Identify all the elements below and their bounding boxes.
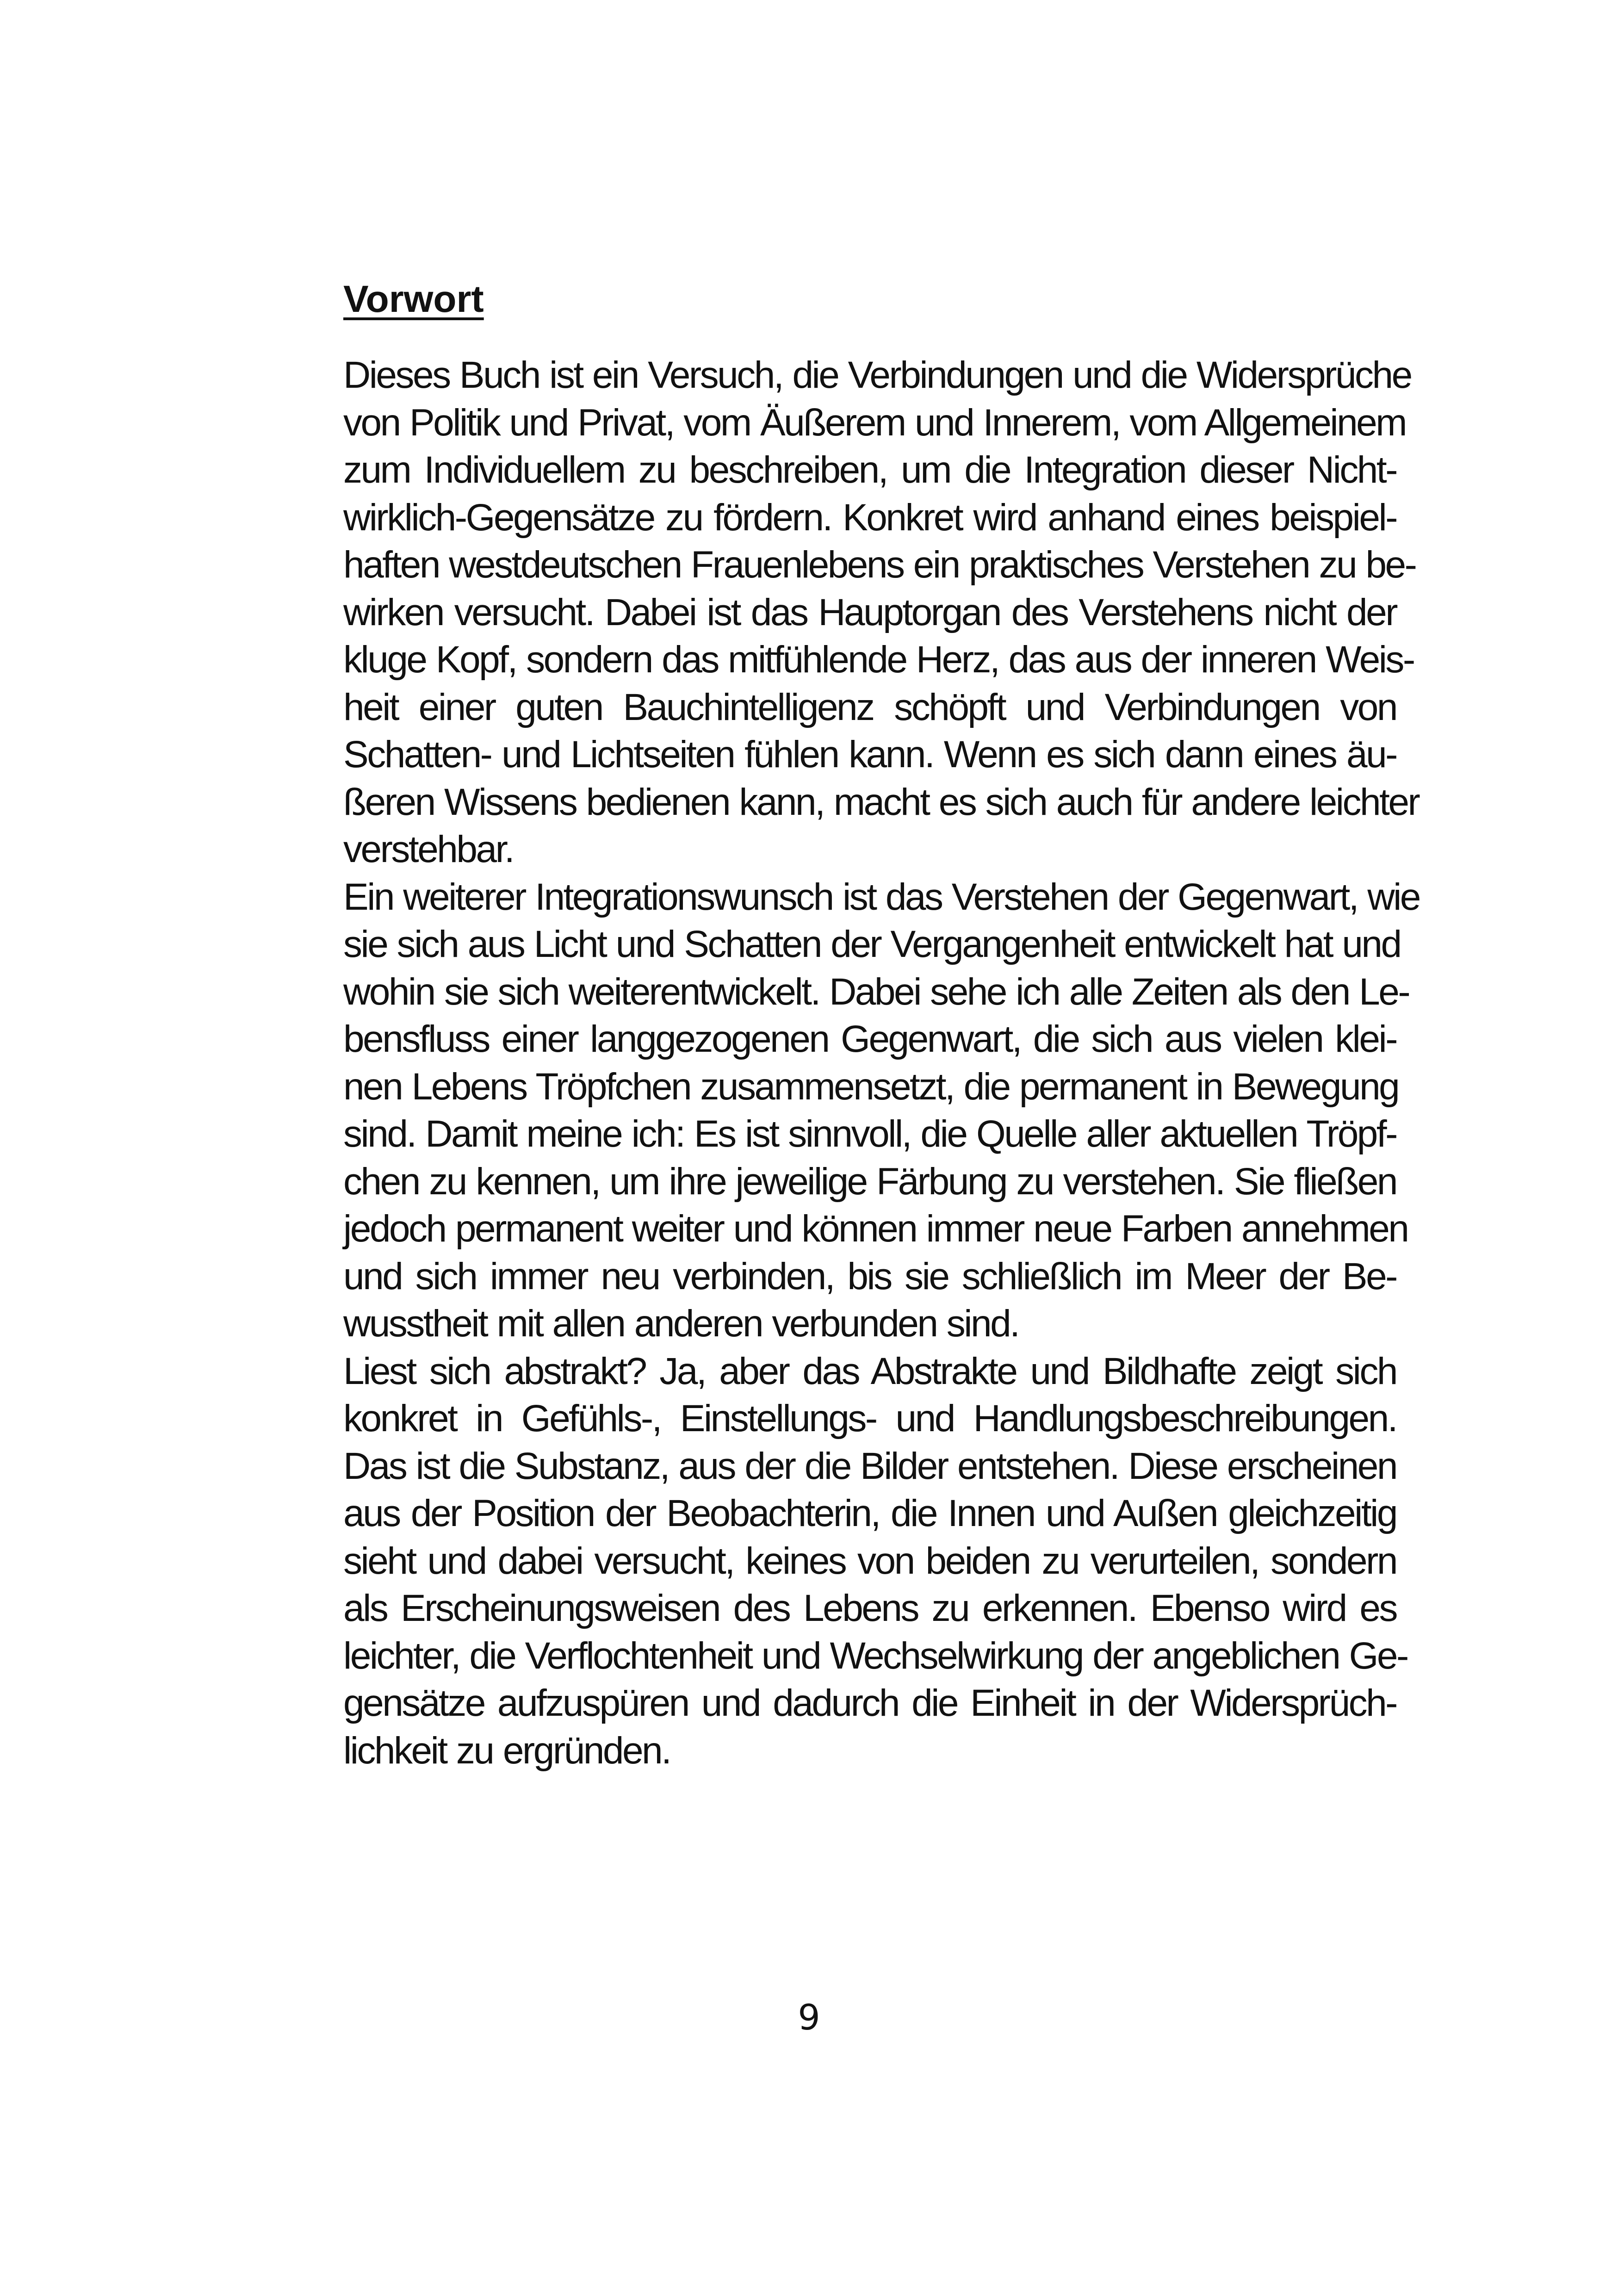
text-line: Dieses Buch ist ein Versuch, die Verbindungen und die Widersprüche xyxy=(343,354,1411,396)
page-number: 9 xyxy=(798,1997,820,2038)
text-line: verstehbar. xyxy=(343,828,514,870)
text-line: sie sich aus Licht und Schatten der Vergangenheit entwickelt hat und xyxy=(343,923,1401,965)
text-line: und sich immer neu verbinden, bis sie schließlich im Meer der Be- xyxy=(343,1255,1396,1297)
text-line: nen Lebens Tröpfchen zusammensetzt, die permanent in Bewegung xyxy=(343,1065,1399,1108)
text-line: aus der Position der Beobachterin, die Innen und Außen gleichzeitig xyxy=(343,1492,1396,1534)
text-line: gensätze aufzuspüren und dadurch die Einheit in der Widersprüch- xyxy=(343,1682,1396,1724)
text-line: leichter, die Verflochtenheit und Wechselwirkung der angeblichen Ge- xyxy=(343,1634,1407,1677)
text-line: zum Individuellem zu beschreiben, um die Integration dieser Nicht- xyxy=(343,449,1396,491)
text-line: ßeren Wissens bedienen kann, macht es sich auch für andere leichter xyxy=(343,781,1419,823)
text-line: sieht und dabei versucht, keines von beiden zu verurteilen, sondern xyxy=(343,1539,1396,1582)
text-line: jedoch permanent weiter und können immer neue Farben annehmen xyxy=(343,1208,1408,1250)
text-line: sind. Damit meine ich: Es ist sinnvoll, die Quelle aller aktuellen Tröpf- xyxy=(343,1113,1396,1155)
text-line: Das ist die Substanz, aus der die Bilder entstehen. Diese erscheinen xyxy=(343,1445,1396,1487)
text-line: Liest sich abstrakt? Ja, aber das Abstrakte und Bildhafte zeigt sich xyxy=(343,1350,1396,1392)
text-line: konkret in Gefühls-, Einstellungs- und Handlungsbeschreibungen. xyxy=(343,1397,1396,1440)
text-line: heit einer guten Bauchintelligenz schöpft und Verbindungen von xyxy=(343,686,1396,728)
text-line: chen zu kennen, um ihre jeweilige Färbung zu verstehen. Sie fließen xyxy=(343,1160,1396,1203)
body-text xyxy=(343,352,1420,1775)
paragraph-1 xyxy=(343,352,1419,874)
text-line: haften westdeutschen Frauenlebens ein praktisches Verstehen zu be- xyxy=(343,544,1416,586)
text-line: lichkeit zu ergründen. xyxy=(343,1729,670,1772)
text-line: bensfluss einer langgezogenen Gegenwart, die sich aus vielen klei- xyxy=(343,1018,1396,1060)
text-line: Schatten- und Lichtseiten fühlen kann. Wenn es sich dann eines äu- xyxy=(343,733,1396,776)
paragraph-3 xyxy=(343,1348,1407,1775)
text-line: von Politik und Privat, vom Äußerem und Innerem, vom Allgemeinem xyxy=(343,401,1406,444)
text-line: wirklich-Gegensätze zu fördern. Konkret wird anhand eines beispiel- xyxy=(343,496,1396,539)
text-line: als Erscheinungsweisen des Lebens zu erkennen. Ebenso wird es xyxy=(343,1587,1396,1629)
text-line: Ein weiterer Integrationswunsch ist das Verstehen der Gegenwart, wie xyxy=(343,875,1420,918)
text-line: wirken versucht. Dabei ist das Hauptorgan des Verstehens nicht der xyxy=(343,591,1396,633)
text-line: kluge Kopf, sondern das mitfühlende Herz, das aus der inneren Weis- xyxy=(343,639,1414,681)
text-line: wusstheit mit allen anderen verbunden sind. xyxy=(343,1303,1019,1345)
paragraph-2 xyxy=(343,874,1420,1348)
chapter-heading: Vorwort xyxy=(343,278,484,320)
text-line: wohin sie sich weiterentwickelt. Dabei sehe ich alle Zeiten als den Le- xyxy=(343,970,1409,1013)
